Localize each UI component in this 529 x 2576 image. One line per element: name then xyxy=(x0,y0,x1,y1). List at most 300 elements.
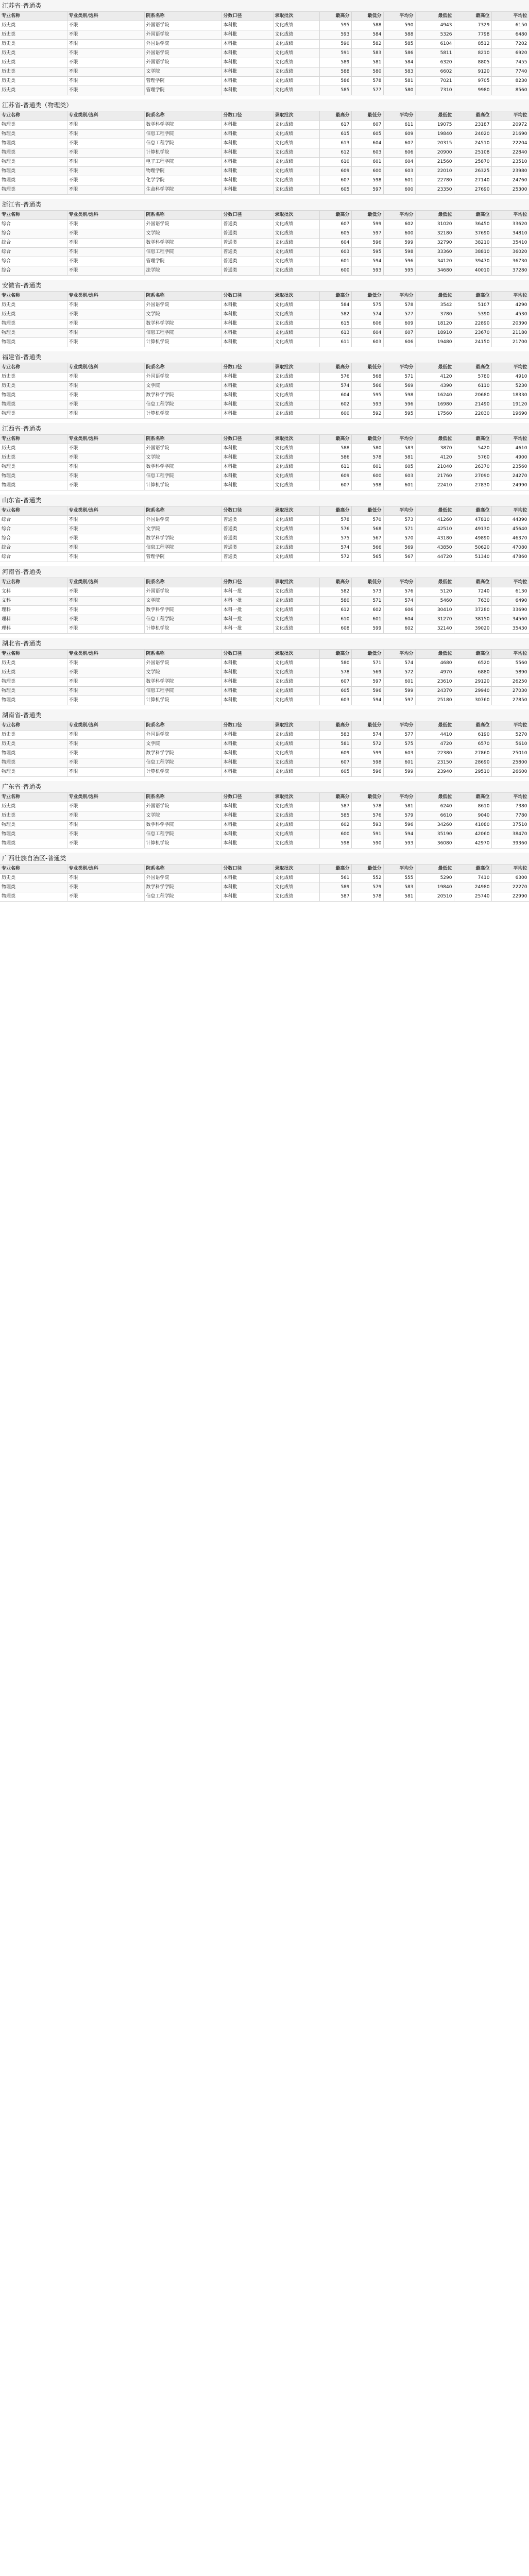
cell-score-type: 文化成绩 xyxy=(273,839,319,849)
column-header-category: 专业类别/选科 xyxy=(67,506,144,516)
cell-score-type: 文化成绩 xyxy=(273,400,319,410)
cell-min-rank: 6610 xyxy=(415,811,454,821)
cell-category: 不限 xyxy=(67,372,144,382)
table-row xyxy=(0,58,529,67)
table-row xyxy=(0,257,529,266)
table-row xyxy=(0,400,529,410)
cell-batch: 本科批 xyxy=(221,839,273,849)
cell-max-rank: 47810 xyxy=(454,516,491,525)
column-header-college-name: 院系名称 xyxy=(144,12,221,21)
column-header-max-score: 最高分 xyxy=(319,12,351,21)
cell-score-type: 文化成绩 xyxy=(273,176,319,185)
cell-category: 不限 xyxy=(67,185,144,195)
cell-max-rank: 23187 xyxy=(454,121,491,130)
cell-max-rank: 29940 xyxy=(454,687,491,696)
table-row xyxy=(0,516,529,525)
cell-score-type: 文化成绩 xyxy=(273,167,319,176)
cell-min-score: 600 xyxy=(351,167,383,176)
cell-avg-rank: 22204 xyxy=(491,139,529,148)
cell-max-rank: 21490 xyxy=(454,400,491,410)
cell-score-type: 文化成绩 xyxy=(273,624,319,634)
cell-batch: 普通类 xyxy=(221,229,273,239)
cell-max-score: 604 xyxy=(319,391,351,400)
column-header-batch: 分数口径 xyxy=(221,435,273,444)
cell-score-type: 文化成绩 xyxy=(273,802,319,811)
cell-max-score: 581 xyxy=(319,740,351,749)
column-header-max-score: 最高分 xyxy=(319,578,351,587)
column-header-score-type: 录取批次 xyxy=(273,363,319,372)
cell-min-score: 572 xyxy=(351,740,383,749)
cell-category: 不限 xyxy=(67,606,144,615)
cell-max-score: 578 xyxy=(319,516,351,525)
cell-batch: 本科批 xyxy=(221,58,273,67)
cell-min-score: 605 xyxy=(351,130,383,139)
cell-batch: 本科批 xyxy=(221,821,273,830)
cell-min-score: 565 xyxy=(351,553,383,562)
cell-college-name: 数学科学学院 xyxy=(144,391,221,400)
cell-avg-rank: 6130 xyxy=(491,587,529,597)
cell-score-type: 文化成绩 xyxy=(273,301,319,310)
section-title: 江苏省-普通类（物理类） xyxy=(0,99,529,111)
cell-avg-rank: 23560 xyxy=(491,463,529,472)
column-header-category: 专业类别/选科 xyxy=(67,292,144,301)
cell-category: 不限 xyxy=(67,338,144,347)
cell-max-score: 603 xyxy=(319,696,351,705)
cell-min-score: 578 xyxy=(351,77,383,86)
cell-college-name: 法学院 xyxy=(144,266,221,276)
column-header-category: 专业类别/选科 xyxy=(67,865,144,874)
cell-max-rank: 22030 xyxy=(454,410,491,419)
table-row xyxy=(0,167,529,176)
cell-avg-rank: 7380 xyxy=(491,802,529,811)
cell-batch: 本科批 xyxy=(221,77,273,86)
cell-min-rank: 23610 xyxy=(415,677,454,687)
column-header-max-score: 最高分 xyxy=(319,111,351,121)
cell-min-score: 569 xyxy=(351,668,383,677)
column-header-batch: 分数口径 xyxy=(221,650,273,659)
column-header-min-score: 最低分 xyxy=(351,363,383,372)
cell-batch: 普通类 xyxy=(221,516,273,525)
table-row xyxy=(0,687,529,696)
cell-score-type: 文化成绩 xyxy=(273,21,319,30)
cell-avg-rank: 36730 xyxy=(491,257,529,266)
cell-category: 不限 xyxy=(67,444,144,453)
column-header-min-rank: 最低位 xyxy=(415,650,454,659)
column-header-avg-rank: 平均位 xyxy=(491,865,529,874)
column-header-avg-rank: 平均位 xyxy=(491,506,529,516)
cell-min-rank: 43850 xyxy=(415,544,454,553)
cell-min-score: 578 xyxy=(351,802,383,811)
table-row xyxy=(0,86,529,95)
cell-min-score: 580 xyxy=(351,67,383,77)
column-header-max-rank: 最高位 xyxy=(454,12,491,21)
cell-min-rank: 6240 xyxy=(415,802,454,811)
score-table xyxy=(0,578,529,634)
column-header-avg-score: 平均分 xyxy=(383,578,415,587)
cell-max-score: 590 xyxy=(319,40,351,49)
cell-avg-score: 600 xyxy=(383,185,415,195)
table-row xyxy=(0,139,529,148)
cell-min-rank: 3542 xyxy=(415,301,454,310)
cell-college-name: 物理学院 xyxy=(144,167,221,176)
column-header-avg-score: 平均分 xyxy=(383,793,415,802)
column-header-category: 专业类别/选科 xyxy=(67,650,144,659)
cell-min-rank: 18120 xyxy=(415,319,454,329)
cell-category: 不限 xyxy=(67,167,144,176)
cell-min-score: 567 xyxy=(351,534,383,544)
column-header-college-name: 院系名称 xyxy=(144,650,221,659)
column-header-avg-score: 平均分 xyxy=(383,363,415,372)
cell-max-rank: 49890 xyxy=(454,534,491,544)
column-header-max-score: 最高分 xyxy=(319,865,351,874)
cell-min-score: 568 xyxy=(351,372,383,382)
table-row xyxy=(0,874,529,883)
cell-college-name: 外国语学院 xyxy=(144,30,221,40)
cell-max-rank: 37280 xyxy=(454,606,491,615)
cell-batch: 本科批 xyxy=(221,185,273,195)
cell-major-name: 物理类 xyxy=(0,167,67,176)
cell-college-name: 生命科学学院 xyxy=(144,185,221,195)
column-header-major-name: 专业名称 xyxy=(0,650,67,659)
cell-major-name: 综合 xyxy=(0,248,67,257)
cell-avg-rank: 47080 xyxy=(491,544,529,553)
table-row xyxy=(0,30,529,40)
cell-max-score: 610 xyxy=(319,158,351,167)
cell-avg-rank: 47860 xyxy=(491,553,529,562)
column-header-college-name: 院系名称 xyxy=(144,578,221,587)
table-row xyxy=(0,668,529,677)
cell-avg-score: 585 xyxy=(383,40,415,49)
cell-batch: 本科批 xyxy=(221,659,273,668)
cell-major-name: 历史类 xyxy=(0,453,67,463)
cell-avg-rank: 27030 xyxy=(491,687,529,696)
cell-avg-rank: 5270 xyxy=(491,731,529,740)
cell-min-score: 600 xyxy=(351,472,383,481)
column-header-category: 专业类别/选科 xyxy=(67,793,144,802)
cell-avg-score: 609 xyxy=(383,319,415,329)
cell-avg-rank: 19120 xyxy=(491,400,529,410)
cell-avg-score: 580 xyxy=(383,86,415,95)
cell-category: 不限 xyxy=(67,659,144,668)
cell-avg-score: 596 xyxy=(383,400,415,410)
cell-avg-rank: 20972 xyxy=(491,121,529,130)
section-gap xyxy=(0,347,529,351)
cell-score-type: 文化成绩 xyxy=(273,67,319,77)
cell-batch: 本科批 xyxy=(221,319,273,329)
column-header-max-rank: 最高位 xyxy=(454,211,491,220)
table-row xyxy=(0,821,529,830)
cell-college-name: 信息工程学院 xyxy=(144,329,221,338)
table-row xyxy=(0,158,529,167)
cell-major-name: 历史类 xyxy=(0,49,67,58)
cell-college-name: 外国语学院 xyxy=(144,444,221,453)
column-header-max-rank: 最高位 xyxy=(454,578,491,587)
cell-major-name: 历史类 xyxy=(0,874,67,883)
cell-batch: 本科批 xyxy=(221,830,273,839)
table-row xyxy=(0,659,529,668)
column-header-college-name: 院系名称 xyxy=(144,111,221,121)
cell-max-score: 576 xyxy=(319,372,351,382)
cell-score-type: 文化成绩 xyxy=(273,516,319,525)
cell-avg-score: 599 xyxy=(383,687,415,696)
cell-min-score: 583 xyxy=(351,49,383,58)
cell-major-name: 历史类 xyxy=(0,372,67,382)
cell-avg-rank: 37280 xyxy=(491,266,529,276)
cell-min-score: 590 xyxy=(351,839,383,849)
cell-min-score: 602 xyxy=(351,606,383,615)
column-header-min-score: 最低分 xyxy=(351,721,383,731)
cell-avg-score: 583 xyxy=(383,67,415,77)
cell-max-score: 578 xyxy=(319,668,351,677)
column-header-avg-rank: 平均位 xyxy=(491,12,529,21)
column-header-min-rank: 最低位 xyxy=(415,865,454,874)
cell-major-name: 物理类 xyxy=(0,892,67,902)
cell-max-rank: 24980 xyxy=(454,883,491,892)
cell-score-type: 文化成绩 xyxy=(273,883,319,892)
cell-max-rank: 49130 xyxy=(454,525,491,534)
cell-min-score: 592 xyxy=(351,410,383,419)
cell-avg-score: 596 xyxy=(383,821,415,830)
cell-min-rank: 20315 xyxy=(415,139,454,148)
cell-avg-score: 606 xyxy=(383,606,415,615)
cell-avg-score: 581 xyxy=(383,453,415,463)
cell-max-rank: 24150 xyxy=(454,338,491,347)
cell-max-score: 609 xyxy=(319,167,351,176)
cell-category: 不限 xyxy=(67,77,144,86)
table-row xyxy=(0,229,529,239)
table-header-row xyxy=(0,363,529,372)
table-row xyxy=(0,758,529,768)
cell-college-name: 外国语学院 xyxy=(144,587,221,597)
cell-max-rank: 20680 xyxy=(454,391,491,400)
cell-college-name: 信息工程学院 xyxy=(144,130,221,139)
score-table xyxy=(0,363,529,419)
table-header-row xyxy=(0,435,529,444)
cell-college-name: 计算机学院 xyxy=(144,624,221,634)
cell-min-rank: 34680 xyxy=(415,266,454,276)
column-header-avg-score: 平均分 xyxy=(383,111,415,121)
cell-min-rank: 20900 xyxy=(415,148,454,158)
cell-avg-score: 574 xyxy=(383,597,415,606)
cell-college-name: 外国语学院 xyxy=(144,372,221,382)
cell-avg-rank: 5890 xyxy=(491,668,529,677)
cell-min-rank: 4720 xyxy=(415,740,454,749)
cell-avg-rank: 21700 xyxy=(491,338,529,347)
section-gap xyxy=(0,95,529,99)
cell-batch: 本科批 xyxy=(221,811,273,821)
table-row xyxy=(0,301,529,310)
cell-min-score: 580 xyxy=(351,444,383,453)
column-header-min-score: 最低分 xyxy=(351,793,383,802)
cell-avg-score: 606 xyxy=(383,148,415,158)
cell-major-name: 物理类 xyxy=(0,139,67,148)
cell-batch: 本科批 xyxy=(221,372,273,382)
cell-max-score: 589 xyxy=(319,58,351,67)
cell-category: 不限 xyxy=(67,758,144,768)
cell-max-score: 585 xyxy=(319,811,351,821)
cell-major-name: 历史类 xyxy=(0,802,67,811)
cell-avg-score: 599 xyxy=(383,768,415,777)
cell-min-score: 599 xyxy=(351,624,383,634)
cell-max-score: 585 xyxy=(319,86,351,95)
cell-min-rank: 5326 xyxy=(415,30,454,40)
table-row xyxy=(0,802,529,811)
score-table xyxy=(0,506,529,562)
cell-max-score: 607 xyxy=(319,677,351,687)
cell-min-rank: 34260 xyxy=(415,821,454,830)
cell-college-name: 数学科学学院 xyxy=(144,883,221,892)
column-header-min-rank: 最低位 xyxy=(415,578,454,587)
column-header-category: 专业类别/选科 xyxy=(67,578,144,587)
cell-avg-rank: 7740 xyxy=(491,67,529,77)
cell-category: 不限 xyxy=(67,802,144,811)
table-row xyxy=(0,839,529,849)
table-row xyxy=(0,740,529,749)
score-table xyxy=(0,650,529,705)
cell-category: 不限 xyxy=(67,597,144,606)
cell-min-rank: 20510 xyxy=(415,892,454,902)
cell-min-rank: 16980 xyxy=(415,400,454,410)
cell-min-score: 603 xyxy=(351,148,383,158)
table-row xyxy=(0,239,529,248)
cell-category: 不限 xyxy=(67,220,144,229)
cell-max-score: 580 xyxy=(319,597,351,606)
cell-college-name: 信息工程学院 xyxy=(144,139,221,148)
cell-avg-score: 602 xyxy=(383,220,415,229)
column-header-major-name: 专业名称 xyxy=(0,292,67,301)
cell-avg-rank: 25800 xyxy=(491,758,529,768)
score-table xyxy=(0,292,529,347)
cell-min-rank: 23940 xyxy=(415,768,454,777)
cell-max-rank: 38150 xyxy=(454,615,491,624)
cell-min-score: 571 xyxy=(351,659,383,668)
cell-college-name: 文学院 xyxy=(144,597,221,606)
cell-category: 不限 xyxy=(67,266,144,276)
cell-min-score: 582 xyxy=(351,40,383,49)
cell-max-score: 589 xyxy=(319,883,351,892)
score-table xyxy=(0,865,529,902)
column-header-max-score: 最高分 xyxy=(319,435,351,444)
cell-category: 不限 xyxy=(67,544,144,553)
column-header-max-score: 最高分 xyxy=(319,793,351,802)
cell-min-rank: 19075 xyxy=(415,121,454,130)
cell-college-name: 管理学院 xyxy=(144,553,221,562)
cell-max-rank: 7410 xyxy=(454,874,491,883)
table-header-row xyxy=(0,506,529,516)
cell-min-score: 577 xyxy=(351,86,383,95)
cell-major-name: 历史类 xyxy=(0,40,67,49)
column-header-major-name: 专业名称 xyxy=(0,12,67,21)
cell-college-name: 文学院 xyxy=(144,740,221,749)
cell-major-name: 物理类 xyxy=(0,410,67,419)
cell-min-score: 566 xyxy=(351,544,383,553)
table-row xyxy=(0,391,529,400)
cell-college-name: 文学院 xyxy=(144,67,221,77)
column-header-batch: 分数口径 xyxy=(221,211,273,220)
cell-college-name: 计算机学院 xyxy=(144,481,221,490)
cell-max-score: 609 xyxy=(319,472,351,481)
cell-batch: 本科批 xyxy=(221,67,273,77)
cell-avg-rank: 8560 xyxy=(491,86,529,95)
cell-avg-rank: 24990 xyxy=(491,481,529,490)
cell-max-rank: 25870 xyxy=(454,158,491,167)
cell-max-score: 574 xyxy=(319,382,351,391)
cell-avg-rank: 45640 xyxy=(491,525,529,534)
cell-avg-rank: 22270 xyxy=(491,883,529,892)
cell-min-rank: 31020 xyxy=(415,220,454,229)
table-header-row xyxy=(0,292,529,301)
cell-college-name: 文学院 xyxy=(144,668,221,677)
cell-min-score: 606 xyxy=(351,319,383,329)
cell-avg-rank: 37510 xyxy=(491,821,529,830)
cell-min-score: 584 xyxy=(351,30,383,40)
cell-score-type: 文化成绩 xyxy=(273,77,319,86)
column-header-score-type: 录取批次 xyxy=(273,578,319,587)
cell-major-name: 历史类 xyxy=(0,30,67,40)
cell-max-score: 576 xyxy=(319,525,351,534)
cell-max-rank: 5107 xyxy=(454,301,491,310)
cell-score-type: 文化成绩 xyxy=(273,86,319,95)
cell-min-rank: 41260 xyxy=(415,516,454,525)
cell-major-name: 历史类 xyxy=(0,58,67,67)
table-row xyxy=(0,338,529,347)
cell-min-rank: 5290 xyxy=(415,874,454,883)
cell-min-rank: 30410 xyxy=(415,606,454,615)
column-header-min-score: 最低分 xyxy=(351,435,383,444)
cell-min-score: 604 xyxy=(351,329,383,338)
section-title: 浙江省-普通类 xyxy=(0,199,529,211)
cell-max-score: 607 xyxy=(319,758,351,768)
cell-college-name: 外国语学院 xyxy=(144,659,221,668)
cell-max-score: 610 xyxy=(319,615,351,624)
cell-avg-score: 572 xyxy=(383,668,415,677)
cell-major-name: 理科 xyxy=(0,615,67,624)
cell-avg-score: 579 xyxy=(383,811,415,821)
column-header-college-name: 院系名称 xyxy=(144,721,221,731)
cell-college-name: 数学科学学院 xyxy=(144,319,221,329)
cell-max-score: 612 xyxy=(319,148,351,158)
cell-avg-rank: 4610 xyxy=(491,444,529,453)
cell-batch: 本科批 xyxy=(221,463,273,472)
cell-batch: 普通类 xyxy=(221,534,273,544)
cell-major-name: 物理类 xyxy=(0,319,67,329)
cell-major-name: 文科 xyxy=(0,587,67,597)
cell-college-name: 计算机学院 xyxy=(144,148,221,158)
cell-score-type: 文化成绩 xyxy=(273,874,319,883)
cell-min-rank: 4120 xyxy=(415,453,454,463)
table-row xyxy=(0,372,529,382)
column-header-min-rank: 最低位 xyxy=(415,506,454,516)
score-table xyxy=(0,111,529,195)
cell-min-score: 598 xyxy=(351,758,383,768)
cell-college-name: 外国语学院 xyxy=(144,516,221,525)
cell-max-score: 593 xyxy=(319,30,351,40)
cell-max-score: 602 xyxy=(319,821,351,830)
cell-college-name: 数学科学学院 xyxy=(144,121,221,130)
cell-batch: 本科一批 xyxy=(221,606,273,615)
cell-college-name: 外国语学院 xyxy=(144,21,221,30)
cell-min-rank: 6602 xyxy=(415,67,454,77)
cell-max-rank: 25108 xyxy=(454,148,491,158)
cell-college-name: 文学院 xyxy=(144,382,221,391)
cell-max-rank: 39020 xyxy=(454,624,491,634)
cell-max-score: 600 xyxy=(319,410,351,419)
cell-max-rank: 5760 xyxy=(454,453,491,463)
cell-min-score: 574 xyxy=(351,310,383,319)
table-row xyxy=(0,444,529,453)
cell-batch: 本科批 xyxy=(221,687,273,696)
table-row xyxy=(0,248,529,257)
